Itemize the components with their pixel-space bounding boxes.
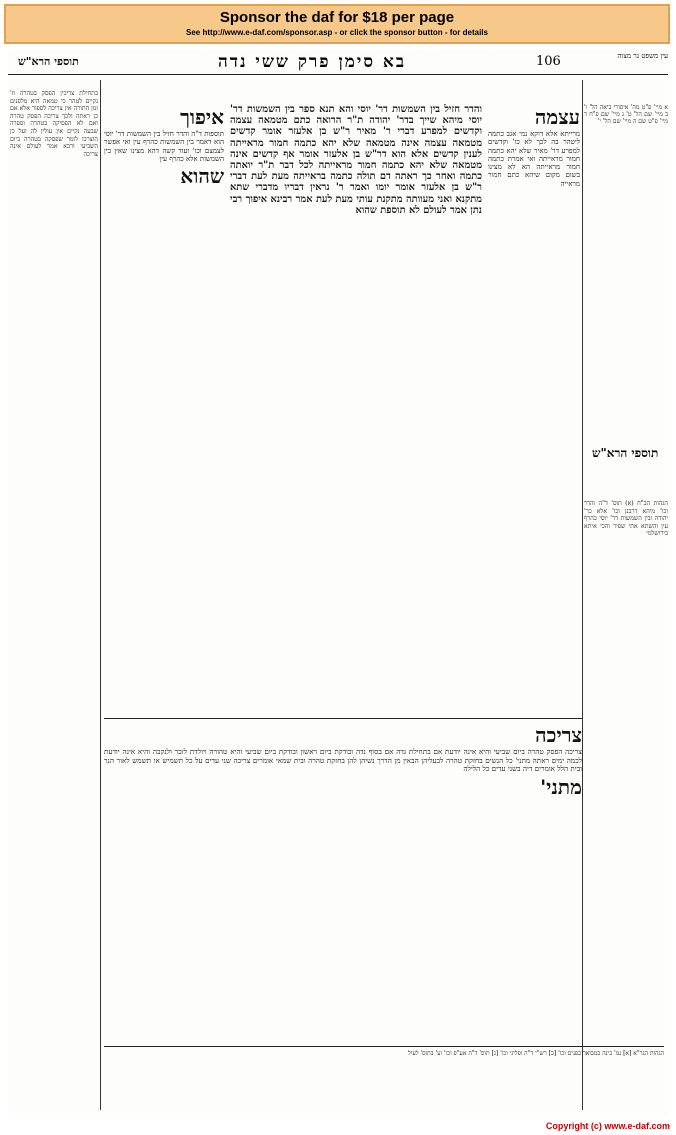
word-shehu: שהוא <box>180 164 224 189</box>
gemara-main-text: והדר חזיל בין השמשות דר' יוסי והא תנא ספר בין השמשות דר' יוסי מיהא שייך בדר' יהודה ת"ר הרואה כתם מטמאה עצמה וקדשים למפרע דברי ר' מאיר ר"ש בן אלעזר אומר קדשים מטמאה עצמה אינה מטמאה שלא יהא כתמה חמור מראייתה לענין קדשים אלא הוא דר"ש בן אלעזר אומר אף קדשים אינה מטמאה שלא יהא כתמה חמור מראייתה לכל דבר ת"ר יואתה כתמה ואחר כך ראתה דם תולה כתמה בראייתה מעת לעת דברי ר"ש בן אלעזר אומר יומו ואמר ר' נראין דבריו מדברי שתא מתקנא ואני מעוותה מתקנת עותי מעת לעת אמר רבינא איפוך רבי נתן אמר לעולם לא תוספת שהוא <box>230 104 482 216</box>
rosh-commentary-column: בתחילת צריכין הפסק בטהרה וז' נקיים לטהר כי טמאה היא מלפנים ומן התורה אין צריכה לספור אלא אם כן ראתה ולכך צריכה הפסק טהרה ואם לא הפסיקה בטהרה וספרה שבעה נקיים אין עולין לה ועל כן הוצרכו לומר שפסקה בטהרה ביום השביעי ורבא אמר לעולם אינה צריכה <box>10 90 98 158</box>
footnote-rule <box>104 1046 664 1047</box>
sponsor-title[interactable]: Sponsor the daf for $18 per page <box>219 9 455 26</box>
rosh-heading: תוספי הרא"ש <box>592 446 659 460</box>
header-right-note: עין משפט נר מצוה <box>617 52 668 60</box>
rashi-column <box>488 104 580 524</box>
rashi-text: מרייתא אלא דוקא נמי אגב כתמה ליטהר בה לכך לא כו' וקדשים למפרע דר' מאיר שלא יהא כתמה חמור מראייתה ואי אמרת כתמה חמור מראייתה הא לא מצינו בשום מקום שיהא כתם חמור מראייה <box>488 130 580 188</box>
lower-commentary-text: צריכה הפסק טהרה ביום שביעי והיא אינה יודעת אם בתחילת נדה אם בסוף נדה ובודקת ביום ראשון ובודקת ביום שביעי והיא טהורה ויולדת לזכר ולנקבה והיא אינה יודעת לכמה ימים ראתה מתני' כל הנשים בחזקת טהרה לבעליהן הבאין מן הדרך נשיהן להן בחזקת טהרה ובית שמאי אומרים צריכה שני עדים על כל תשמיש או תשמש לאור הנר ובית הלל אומרים דיה בשני עדים כל הלילה <box>104 747 582 773</box>
page-header <box>8 52 668 74</box>
word-ifuch: איפוך <box>180 105 224 129</box>
ein-mishpat-column: א מיי' פ"ט מה' איסורי ביאה הל' ו' ב מיי' שם הל' ט' ג מיי' שם פ"ח ד מיי' פ"ט שם ה מיי' שם הל' י' <box>584 104 668 126</box>
talmud-page <box>8 50 668 1116</box>
header-rule <box>8 74 668 75</box>
header-left-label: תוספי הרא"ש <box>18 55 79 68</box>
word-tzricha: צריכה <box>535 723 582 747</box>
divider-right <box>582 80 583 1110</box>
copyright-link[interactable]: Copyright (c) www.e-daf.com <box>545 1121 670 1131</box>
lower-commentary <box>104 722 582 1042</box>
mid-rule <box>104 718 582 719</box>
page-number: 106 <box>536 54 561 69</box>
word-atzma: עצמה <box>534 105 580 129</box>
sponsor-banner[interactable] <box>4 4 670 44</box>
hagahot-column: הגהות הב"ח (א) תוס' ד"ה והדר וכו' מיהא דרבנן וכו' אלא כר' יהודה ובין השמשות דר' יוסי כהרף עין והשתא אתי שפיר והכי איתא בירושלמי <box>584 500 668 537</box>
tosafot-column <box>104 104 224 714</box>
divider-left <box>100 80 101 1110</box>
header-title: בא סימן פרק ששי נדה <box>218 52 407 72</box>
tosafot-text: תוספות ד"ה והדר חזיל בין השמשות דר' יוסי הוא דאמר בין השמשות כהרף עין ואי אפשר לצמצם וכו' ועוד קשה דהא מצינו שאין בין השמשות אלא כהרף עין <box>104 130 224 163</box>
footnotes: הגהות הגר"א [א] גמ' בינה כמבואר בפנים וכו' [ב] רש"י ד"ה ופליגי וכו' [ג] תוס' ד"ה אע"פ וכו' וע' בתוס' לעיל <box>407 1050 664 1057</box>
sponsor-subtitle: See http://www.e-daf.com/sponsor.asp - or click the sponsor button - for details <box>186 28 488 37</box>
word-matni: מתני' <box>540 774 582 799</box>
